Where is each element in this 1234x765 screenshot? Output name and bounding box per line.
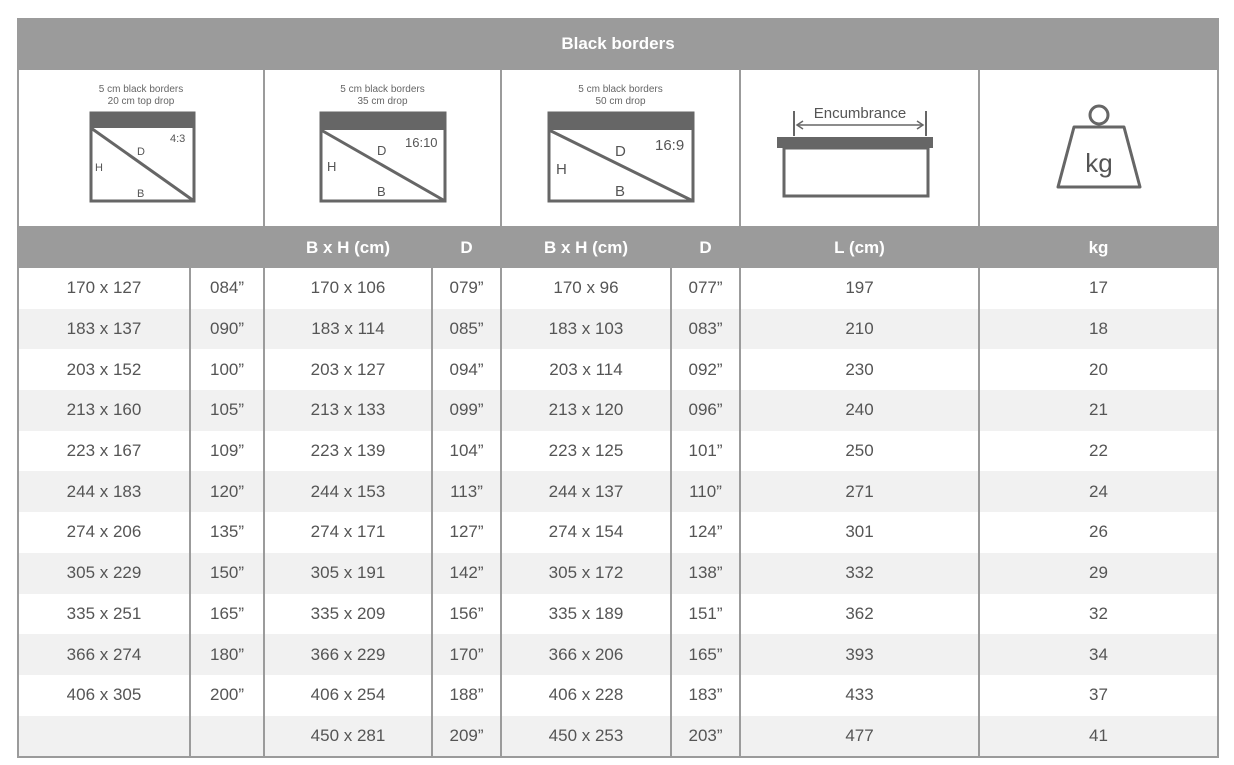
table-cell: 24 xyxy=(979,471,1218,512)
table-cell: 41 xyxy=(979,716,1218,758)
table-cell: 165” xyxy=(190,594,264,635)
table-cell: 188” xyxy=(432,675,501,716)
table-cell: 335 x 189 xyxy=(501,594,671,635)
table-row xyxy=(18,390,1218,431)
table-cell: 120” xyxy=(190,471,264,512)
diagram-caption-2: 5 cm black borders 35 cm drop xyxy=(340,83,425,107)
encumbrance-icon xyxy=(775,91,945,201)
table-row xyxy=(18,675,1218,716)
table-cell: 104” xyxy=(432,431,501,472)
table-cell: 37 xyxy=(979,675,1218,716)
svg-text:D: D xyxy=(614,142,626,160)
table-cell: 271 xyxy=(740,471,979,512)
header-kg: kg xyxy=(979,227,1218,268)
table-cell: 094” xyxy=(432,349,501,390)
table-cell: 366 x 274 xyxy=(18,634,190,675)
table-cell: 223 x 125 xyxy=(501,431,671,472)
table-cell: 183 x 103 xyxy=(501,309,671,350)
svg-text:16:10: 16:10 xyxy=(404,134,438,150)
table-cell: 26 xyxy=(979,512,1218,553)
table-row xyxy=(18,309,1218,350)
svg-text:H: H xyxy=(95,161,103,174)
table-cell: 213 x 160 xyxy=(18,390,190,431)
table-cell: 079” xyxy=(432,268,501,309)
table-cell: 083” xyxy=(671,309,740,350)
table-cell: 366 x 229 xyxy=(264,634,432,675)
table-cell: 150” xyxy=(190,553,264,594)
table-cell: 335 x 251 xyxy=(18,594,190,635)
table-cell: 096” xyxy=(671,390,740,431)
table-cell: 406 x 228 xyxy=(501,675,671,716)
svg-text:kg: kg xyxy=(1084,147,1113,178)
svg-text:B: B xyxy=(614,182,625,200)
table-cell: 110” xyxy=(671,471,740,512)
table-cell: 100” xyxy=(190,349,264,390)
table-cell: 142” xyxy=(432,553,501,594)
table-cell: 209” xyxy=(432,716,501,758)
table-row xyxy=(18,431,1218,472)
table-cell: 305 x 172 xyxy=(501,553,671,594)
table-cell: 244 x 153 xyxy=(264,471,432,512)
header-bxh-16-10: B x H (cm) xyxy=(264,227,432,268)
table-cell: 240 xyxy=(740,390,979,431)
table-cell: 183” xyxy=(671,675,740,716)
svg-text:B: B xyxy=(376,183,386,199)
table-cell: 450 x 281 xyxy=(264,716,432,758)
table-cell: 305 x 191 xyxy=(264,553,432,594)
table-cell: 203 x 152 xyxy=(18,349,190,390)
svg-text:H: H xyxy=(326,158,336,174)
table-cell: 21 xyxy=(979,390,1218,431)
table-cell: 335 x 209 xyxy=(264,594,432,635)
table-cell: 406 x 305 xyxy=(18,675,190,716)
header-bxh-16-9: B x H (cm) xyxy=(501,227,671,268)
table-cell: 203 x 127 xyxy=(264,349,432,390)
svg-text:D: D xyxy=(376,142,386,158)
table-cell: 084” xyxy=(190,268,264,309)
table-cell: 406 x 254 xyxy=(264,675,432,716)
table-cell: 332 xyxy=(740,553,979,594)
table-cell: 101” xyxy=(671,431,740,472)
table-cell: 22 xyxy=(979,431,1218,472)
table-cell: 092” xyxy=(671,349,740,390)
table-cell: 301 xyxy=(740,512,979,553)
table-cell: 366 x 206 xyxy=(501,634,671,675)
table-row xyxy=(18,512,1218,553)
table-cell: 090” xyxy=(190,309,264,350)
table-cell: 113” xyxy=(432,471,501,512)
table-cell: 230 xyxy=(740,349,979,390)
table-cell: 197 xyxy=(740,268,979,309)
table-cell: 433 xyxy=(740,675,979,716)
header-d-16-10: D xyxy=(432,227,501,268)
table-cell: 29 xyxy=(979,553,1218,594)
diagram-caption-3: 5 cm black borders 50 cm drop xyxy=(578,83,663,107)
table-cell: 223 x 167 xyxy=(18,431,190,472)
svg-text:Encumbrance: Encumbrance xyxy=(813,104,906,122)
table-cell: 109” xyxy=(190,431,264,472)
table-cell: 124” xyxy=(671,512,740,553)
table-cell xyxy=(18,716,190,758)
table-cell xyxy=(190,716,264,758)
table-cell: 170 x 106 xyxy=(264,268,432,309)
table-cell: 305 x 229 xyxy=(18,553,190,594)
table-row xyxy=(18,471,1218,512)
table-cell: 450 x 253 xyxy=(501,716,671,758)
table-cell: 213 x 133 xyxy=(264,390,432,431)
table-body xyxy=(18,268,1218,757)
table-cell: 077” xyxy=(671,268,740,309)
table-cell: 183 x 114 xyxy=(264,309,432,350)
table-cell: 151” xyxy=(671,594,740,635)
diagram-16-9 xyxy=(501,69,740,227)
weight-diagram xyxy=(979,69,1218,227)
table-row xyxy=(18,634,1218,675)
screen-4-3-icon xyxy=(81,108,201,208)
encumbrance-diagram xyxy=(740,69,979,227)
svg-text:4:3: 4:3 xyxy=(170,132,186,145)
header-length: L (cm) xyxy=(740,227,979,268)
screen-16-10-icon xyxy=(313,108,453,208)
table-cell: 183 x 137 xyxy=(18,309,190,350)
table-cell: 223 x 139 xyxy=(264,431,432,472)
header-d-16-9: D xyxy=(671,227,740,268)
diagram-caption-1: 5 cm black borders 20 cm top drop xyxy=(98,83,184,107)
table-cell: 250 xyxy=(740,431,979,472)
table-cell: 244 x 137 xyxy=(501,471,671,512)
table-row xyxy=(18,594,1218,635)
svg-text:H: H xyxy=(555,160,567,178)
table-cell: 105” xyxy=(190,390,264,431)
svg-text:16:9: 16:9 xyxy=(654,136,684,154)
table-cell: 274 x 154 xyxy=(501,512,671,553)
table-cell: 18 xyxy=(979,309,1218,350)
table-cell: 210 xyxy=(740,309,979,350)
table-cell: 200” xyxy=(190,675,264,716)
table-cell: 274 x 206 xyxy=(18,512,190,553)
table-row xyxy=(18,349,1218,390)
table-cell: 170 x 127 xyxy=(18,268,190,309)
table-cell: 156” xyxy=(432,594,501,635)
size-table xyxy=(17,18,1219,758)
table-cell: 17 xyxy=(979,268,1218,309)
table-row xyxy=(18,268,1218,309)
table-cell: 127” xyxy=(432,512,501,553)
header-blank xyxy=(18,227,264,268)
svg-text:D: D xyxy=(137,145,145,158)
table-row xyxy=(18,716,1218,758)
table-cell: 085” xyxy=(432,309,501,350)
screen-16-9-icon xyxy=(541,108,701,208)
table-cell: 274 x 171 xyxy=(264,512,432,553)
table-cell: 32 xyxy=(979,594,1218,635)
svg-text:B: B xyxy=(137,187,145,200)
table-cell: 393 xyxy=(740,634,979,675)
table-cell: 138” xyxy=(671,553,740,594)
table-cell: 165” xyxy=(671,634,740,675)
table-cell: 099” xyxy=(432,390,501,431)
table-cell: 170” xyxy=(432,634,501,675)
table-cell: 477 xyxy=(740,716,979,758)
table-title: Black borders xyxy=(18,19,1218,69)
table-cell: 170 x 96 xyxy=(501,268,671,309)
table-cell: 362 xyxy=(740,594,979,635)
table-cell: 180” xyxy=(190,634,264,675)
table-cell: 135” xyxy=(190,512,264,553)
table-cell: 213 x 120 xyxy=(501,390,671,431)
diagram-4-3 xyxy=(18,69,264,227)
weight-kg-icon xyxy=(1044,91,1154,201)
table-cell: 34 xyxy=(979,634,1218,675)
table-cell: 20 xyxy=(979,349,1218,390)
table-cell: 203 x 114 xyxy=(501,349,671,390)
table-cell: 203” xyxy=(671,716,740,758)
table-row xyxy=(18,553,1218,594)
diagram-16-10 xyxy=(264,69,501,227)
size-table-container xyxy=(17,18,1217,758)
table-cell: 244 x 183 xyxy=(18,471,190,512)
